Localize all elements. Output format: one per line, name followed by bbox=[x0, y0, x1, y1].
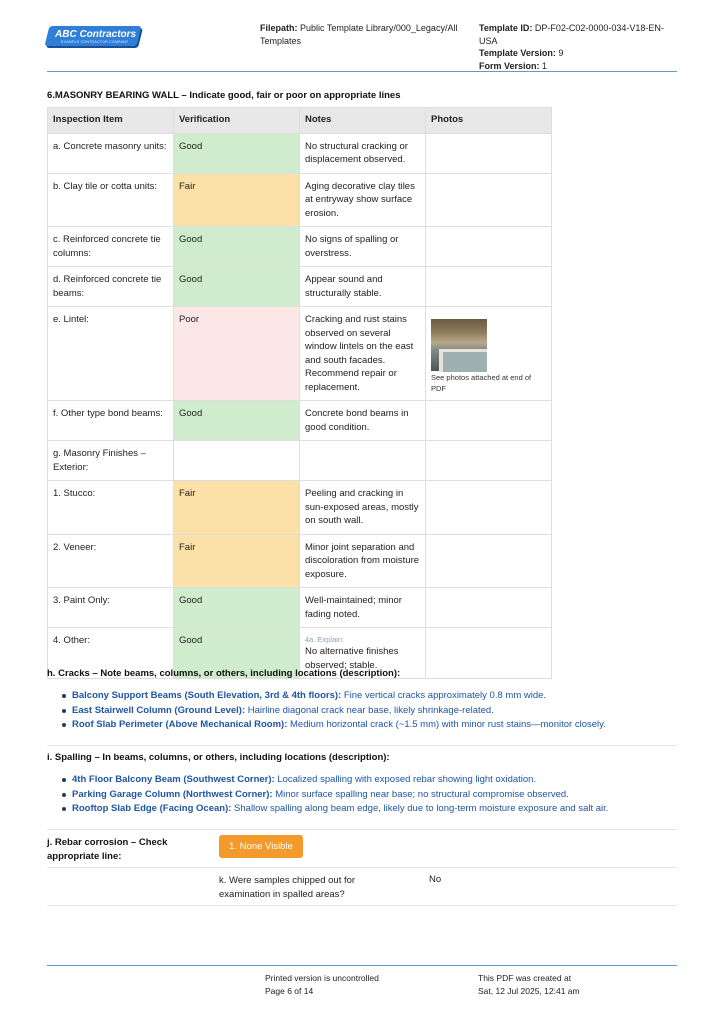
page-header bbox=[47, 20, 677, 72]
photos-cell bbox=[426, 133, 552, 173]
table-header-row bbox=[48, 108, 552, 134]
explain-label: 4a. Explain: bbox=[305, 635, 345, 644]
filepath bbox=[260, 22, 460, 47]
verification-cell[interactable]: Fair bbox=[174, 481, 300, 535]
created-timestamp: Sat, 12 Jul 2025, 12:41 am bbox=[478, 985, 580, 996]
uncontrolled-note: Printed version is uncontrolled bbox=[265, 973, 379, 983]
section-divider bbox=[47, 867, 677, 868]
spalling-description: Localized spalling with exposed rebar showing light oxidation. bbox=[274, 774, 537, 785]
verification-cell[interactable] bbox=[174, 441, 300, 481]
notes-cell: Appear sound and structurally stable. bbox=[300, 267, 426, 307]
footer-right bbox=[478, 972, 580, 997]
rebar-corrosion-label: j. Rebar corrosion – Check appropriate line: bbox=[47, 837, 168, 862]
verification-cell[interactable]: Good bbox=[174, 588, 300, 628]
template-info bbox=[479, 22, 679, 72]
photo-caption: See photos attached at end of PDF bbox=[431, 373, 532, 393]
spalling-location: Rooftop Slab Edge (Facing Ocean): bbox=[72, 803, 232, 814]
verification-cell[interactable]: Good bbox=[174, 267, 300, 307]
notes-cell: No signs of spalling or overstress. bbox=[300, 227, 426, 267]
cracks-title: h. Cracks – Note beams, columns, or others, including locations (description): bbox=[47, 668, 401, 679]
filepath-value: Public Template Library/000_Legacy/All Templates bbox=[260, 23, 458, 46]
header-inspection-item: Inspection Item bbox=[48, 108, 174, 134]
crack-location: Roof Slab Perimeter (Above Mechanical Room): bbox=[72, 719, 288, 730]
form-version-label: Form Version: bbox=[479, 60, 540, 71]
notes-cell: No structural cracking or displacement observed. bbox=[300, 133, 426, 173]
header-divider bbox=[47, 71, 677, 72]
table-row bbox=[48, 401, 552, 441]
table-row bbox=[48, 588, 552, 628]
inspection-table bbox=[47, 107, 552, 679]
notes-cell: Well-maintained; minor fading noted. bbox=[300, 588, 426, 628]
header-notes: Notes bbox=[300, 108, 426, 134]
notes-cell: Peeling and cracking in sun-exposed areas, mostly on south wall. bbox=[300, 481, 426, 535]
photos-cell bbox=[426, 401, 552, 441]
item-cell: g. Masonry Finishes – Exterior: bbox=[48, 441, 174, 481]
verification-cell[interactable]: Poor bbox=[174, 307, 300, 401]
item-cell: 2. Veneer: bbox=[48, 534, 174, 588]
company-logo bbox=[47, 26, 139, 52]
logo-name: ABC Contractors bbox=[55, 29, 137, 40]
verification-cell[interactable]: Fair bbox=[174, 173, 300, 227]
item-cell: c. Reinforced concrete tie columns: bbox=[48, 227, 174, 267]
spalling-location: 4th Floor Balcony Beam (Southwest Corner): bbox=[72, 774, 275, 785]
verification-cell[interactable]: Good bbox=[174, 628, 300, 679]
photos-cell bbox=[426, 307, 552, 401]
table-row bbox=[48, 267, 552, 307]
photos-cell bbox=[426, 267, 552, 307]
notes-cell bbox=[300, 441, 426, 481]
spalling-list bbox=[72, 773, 672, 817]
table-row bbox=[48, 441, 552, 481]
crack-description: Medium horizontal crack (~1.5 mm) with minor rust stains—monitor closely. bbox=[287, 719, 606, 730]
item-cell: d. Reinforced concrete tie beams: bbox=[48, 267, 174, 307]
photos-cell bbox=[426, 481, 552, 535]
template-version-value: 9 bbox=[558, 48, 564, 58]
verification-cell[interactable]: Good bbox=[174, 133, 300, 173]
photos-cell bbox=[426, 534, 552, 588]
footer-left bbox=[265, 972, 379, 997]
item-cell: a. Concrete masonry units: bbox=[48, 133, 174, 173]
table-row bbox=[48, 481, 552, 535]
table-row bbox=[48, 173, 552, 227]
template-version-label: Template Version: bbox=[479, 48, 556, 58]
item-cell: e. Lintel: bbox=[48, 307, 174, 401]
section-title: 6.MASONRY BEARING WALL – Indicate good, fair or poor on appropriate lines bbox=[47, 90, 401, 101]
filepath-label: Filepath: bbox=[260, 23, 298, 33]
header-photos: Photos bbox=[426, 108, 552, 134]
header-verification: Verification bbox=[174, 108, 300, 134]
photos-cell bbox=[426, 173, 552, 227]
rebar-selected-badge[interactable]: 1. None Visible bbox=[219, 835, 303, 858]
notes-cell: Aging decorative clay tiles at entryway show surface erosion. bbox=[300, 173, 426, 227]
table-row bbox=[48, 307, 552, 401]
list-item bbox=[72, 718, 672, 733]
spalling-description: Shallow spalling along beam edge, likely due to long-term moisture exposure and salt air. bbox=[231, 803, 609, 814]
crack-location: Balcony Support Beams (South Elevation, 3rd & 4th floors): bbox=[72, 690, 342, 701]
created-label: This PDF was created at bbox=[478, 973, 572, 983]
item-cell: 3. Paint Only: bbox=[48, 588, 174, 628]
list-item bbox=[72, 802, 672, 817]
item-cell: 4. Other: bbox=[48, 628, 174, 679]
lintel-photo[interactable] bbox=[431, 319, 487, 371]
photos-cell bbox=[426, 227, 552, 267]
item-cell: b. Clay tile or cotta units: bbox=[48, 173, 174, 227]
crack-location: East Stairwell Column (Ground Level): bbox=[72, 704, 246, 716]
table-row bbox=[48, 534, 552, 588]
logo-slogan: EXAMPLE CONTRACTOR COMPANY bbox=[61, 40, 129, 44]
crack-description: Fine vertical cracks approximately 0.8 mm wide. bbox=[341, 690, 547, 701]
explain-text: No alternative finishes observed; stable. bbox=[305, 646, 399, 671]
list-item bbox=[72, 773, 672, 788]
section-divider bbox=[47, 905, 677, 906]
verification-cell[interactable]: Good bbox=[174, 227, 300, 267]
cracks-list bbox=[72, 689, 672, 733]
table-row bbox=[48, 227, 552, 267]
spalling-description: Minor surface spalling near base; no structural compromise observed. bbox=[272, 788, 569, 800]
notes-cell: Concrete bond beams in good condition. bbox=[300, 401, 426, 441]
page-number: Page 6 of 14 bbox=[265, 985, 314, 996]
samples-answer: No bbox=[429, 874, 442, 885]
template-id-value: DP-F02-C02-0000-034-V18-EN-USA bbox=[479, 23, 664, 46]
photos-cell bbox=[426, 628, 552, 679]
form-version-value: 1 bbox=[542, 60, 548, 71]
template-id-label: Template ID: bbox=[479, 23, 533, 33]
list-item bbox=[72, 788, 672, 803]
photos-cell bbox=[426, 588, 552, 628]
spalling-location: Parking Garage Column (Northwest Corner): bbox=[72, 788, 273, 800]
item-cell: 1. Stucco: bbox=[48, 481, 174, 535]
crack-description: Hairline diagonal crack near base, likely shrinkage-related. bbox=[245, 704, 494, 716]
table-row bbox=[48, 133, 552, 173]
list-item bbox=[72, 704, 672, 719]
notes-cell: Minor joint separation and discoloration from moisture exposure. bbox=[300, 534, 426, 588]
photos-cell bbox=[426, 441, 552, 481]
section-divider bbox=[47, 745, 677, 746]
verification-cell[interactable]: Fair bbox=[174, 534, 300, 588]
verification-cell[interactable]: Good bbox=[174, 401, 300, 441]
notes-cell: Cracking and rust stains observed on several window lintels on the east and south facades. Recommend repair or replacement. bbox=[300, 307, 426, 401]
item-cell: f. Other type bond beams: bbox=[48, 401, 174, 441]
list-item bbox=[72, 689, 672, 704]
footer-divider bbox=[47, 965, 677, 966]
spalling-title: i. Spalling – In beams, columns, or others, including locations (description): bbox=[47, 752, 390, 763]
section-divider bbox=[47, 829, 677, 830]
samples-question: k. Were samples chipped out for examination in spalled areas? bbox=[219, 875, 356, 900]
